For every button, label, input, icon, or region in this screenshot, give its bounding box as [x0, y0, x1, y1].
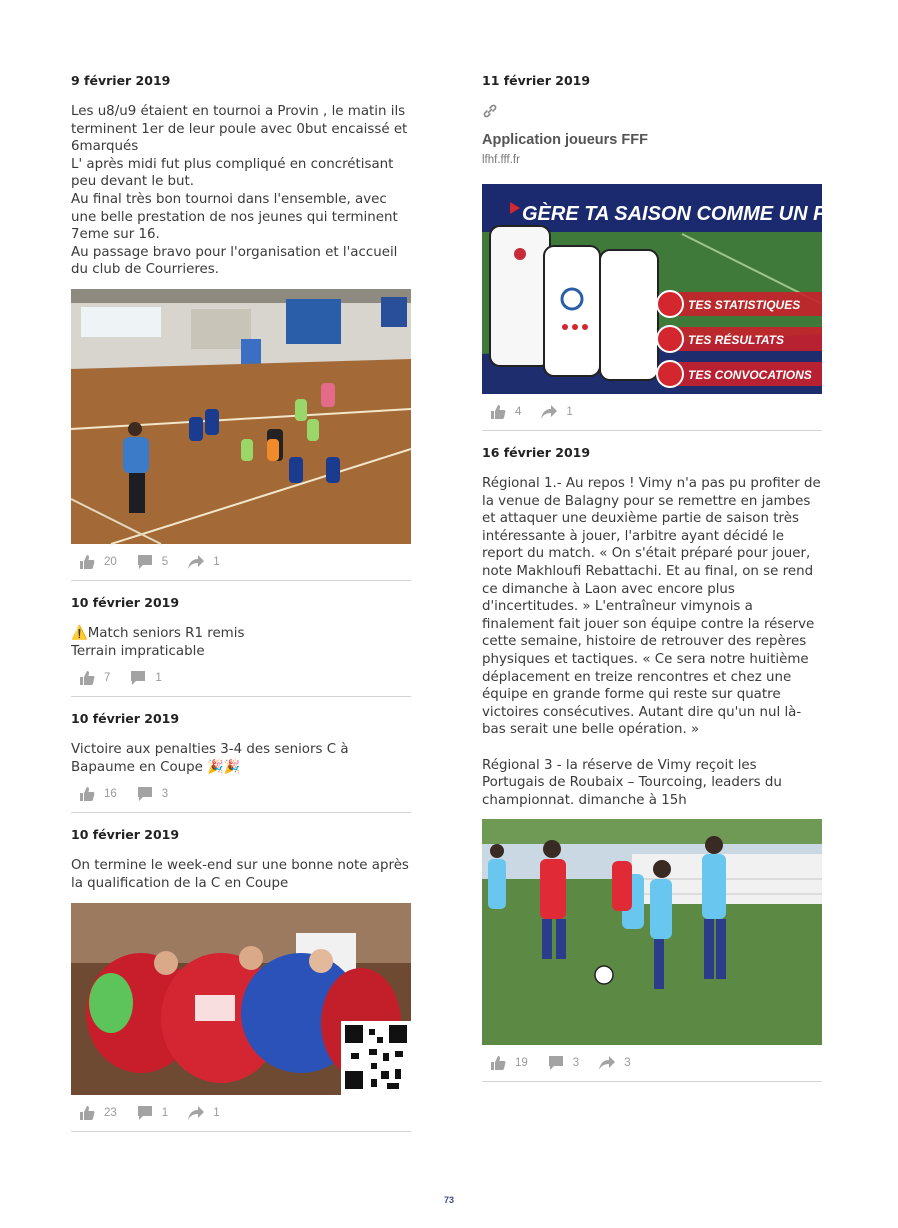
post-photo-gym[interactable] [71, 289, 411, 544]
like-button[interactable] [79, 554, 117, 570]
post-date: 11 février 2019 [482, 73, 591, 88]
like-button[interactable] [79, 786, 117, 802]
like-count: 7 [104, 672, 111, 685]
share-button[interactable] [599, 1055, 630, 1071]
comment-button[interactable] [137, 554, 168, 570]
link-icon [482, 103, 822, 124]
like-count: 4 [515, 406, 522, 418]
post [482, 73, 869, 431]
post-text: On termine le week-end sur une bonne note après la qualification de la C en Coupe [71, 858, 409, 891]
post-photo-celebration[interactable] [71, 903, 411, 1095]
banner-item: TES CONVOCATIONS [688, 368, 812, 382]
right-column [482, 60, 869, 1096]
post-text-body: Match seniors R1 remis Terrain impraticable [71, 625, 245, 659]
share-button[interactable] [541, 404, 572, 420]
comment-count: 1 [161, 1106, 169, 1119]
post-date: 10 février 2019 [71, 711, 180, 727]
banner-headline: GÈRE TA SAISON COMME UN PRO ! [522, 203, 869, 225]
comment-icon [137, 1105, 153, 1121]
comment-icon [137, 786, 153, 802]
share-icon [188, 1105, 204, 1121]
share-icon [599, 1055, 615, 1071]
post-photo-match[interactable] [482, 819, 822, 1045]
share-count: 1 [213, 1106, 220, 1119]
comment-count: 5 [161, 555, 169, 568]
like-icon [490, 404, 506, 420]
share-button[interactable] [188, 1105, 219, 1121]
link-url[interactable]: lfhf.fff.fr [482, 154, 520, 166]
banner-item: TES RÉSULTATS [688, 333, 784, 347]
like-icon [79, 554, 95, 570]
like-button[interactable] [490, 1055, 528, 1071]
share-count: 1 [213, 555, 220, 568]
post-text: Victoire aux penalties 3-4 des seniors C à Bapaume en Coupe 🎉🎉 [71, 742, 349, 775]
post-date: 16 février 2019 [482, 445, 591, 460]
gym-photo-illustration [71, 289, 411, 544]
post-date: 10 février 2019 [71, 594, 180, 610]
share-count: 3 [624, 1057, 631, 1070]
comment-icon [137, 554, 153, 570]
comment-icon [130, 670, 146, 686]
comment-button[interactable] [548, 1055, 579, 1071]
share-icon [188, 554, 204, 570]
comment-button[interactable] [137, 786, 168, 802]
comment-icon [548, 1055, 564, 1071]
share-button[interactable] [188, 554, 219, 570]
like-button[interactable] [79, 670, 110, 686]
post-date: 10 février 2019 [71, 827, 180, 843]
like-icon [79, 786, 95, 802]
reactions-bar [482, 1045, 822, 1081]
like-count: 23 [104, 1106, 117, 1119]
share-count: 1 [566, 406, 573, 418]
like-icon [490, 1055, 506, 1071]
left-column [71, 60, 411, 1146]
like-button[interactable] [490, 404, 521, 420]
fff-banner-illustration [482, 184, 869, 394]
comment-button[interactable] [130, 670, 161, 686]
match-photo-illustration [482, 819, 822, 1045]
reactions-bar [71, 1095, 411, 1131]
like-count: 20 [104, 555, 117, 568]
like-button[interactable] [79, 1105, 117, 1121]
like-count: 16 [104, 788, 117, 801]
fff-app-banner[interactable] [482, 184, 869, 394]
post [71, 73, 411, 581]
banner-item: TES STATISTIQUES [688, 298, 801, 312]
celebration-photo-illustration [71, 903, 411, 1095]
share-icon [541, 404, 557, 420]
like-count: 19 [515, 1057, 528, 1070]
post [71, 711, 411, 813]
comment-button[interactable] [137, 1105, 168, 1121]
comment-count: 3 [572, 1057, 580, 1070]
post [71, 595, 411, 697]
post [71, 827, 411, 1131]
post-text: Régional 1.- Au repos ! Vimy n'a pas pu profiter de la venue de Balagny pour se remettre en jambes et attaquer une deuxième partie de saison très intéressante à jouer, l'arbitre ayant décidé le report du match. « On s'était préparé pour jouer, note Makhloufi Rebattachi. Et au final, on se rend ce dimanche à Laon avec encore plus d'incertitudes. » L'entraîneur vimynois a finalement fait jouer son équipe contre la réserve cette semaine, histoire de retrouver des repères physiques et tactiques. « Ce sera notre huitième déplacement en treize rencontres et chez une équipe en grande forme qui reste sur quatre victoires consécutives. Autant dire qu'un nul là-bas serait une belle opération. » Régional 3 - la réserve de Vimy reçoit les Portugais de Roubaix – Tourcoing, leaders du championnat. dimanche à 15h [482, 476, 821, 808]
page-number: 73 [443, 1195, 454, 1205]
comment-count: 1 [155, 672, 162, 685]
like-icon [79, 1105, 95, 1121]
reactions-bar [71, 544, 411, 580]
reactions-bar [71, 660, 411, 696]
reactions-bar [71, 776, 411, 812]
link-title[interactable]: Application joueurs FFF [482, 132, 648, 148]
warning-icon: ⚠️ [71, 625, 88, 641]
comment-count: 3 [161, 788, 169, 801]
post [482, 445, 822, 1082]
post-text [71, 625, 411, 660]
post-text: Les u8/u9 étaient en tournoi a Provin , le matin ils terminent 1er de leur poule avec 0but encaissé et 6marqués L' après midi fut plus compliqué en concrétisant peu devant le but. Au final très bon tournoi dans l'ensemble, avec une belle prestation de nos jeunes qui terminent 7eme sur 16. Au passage bravo pour l'organisation et l'accueil du club de Courrieres. [71, 104, 408, 278]
like-icon [79, 670, 95, 686]
reactions-bar [482, 394, 822, 430]
post-date: 9 février 2019 [71, 73, 171, 88]
